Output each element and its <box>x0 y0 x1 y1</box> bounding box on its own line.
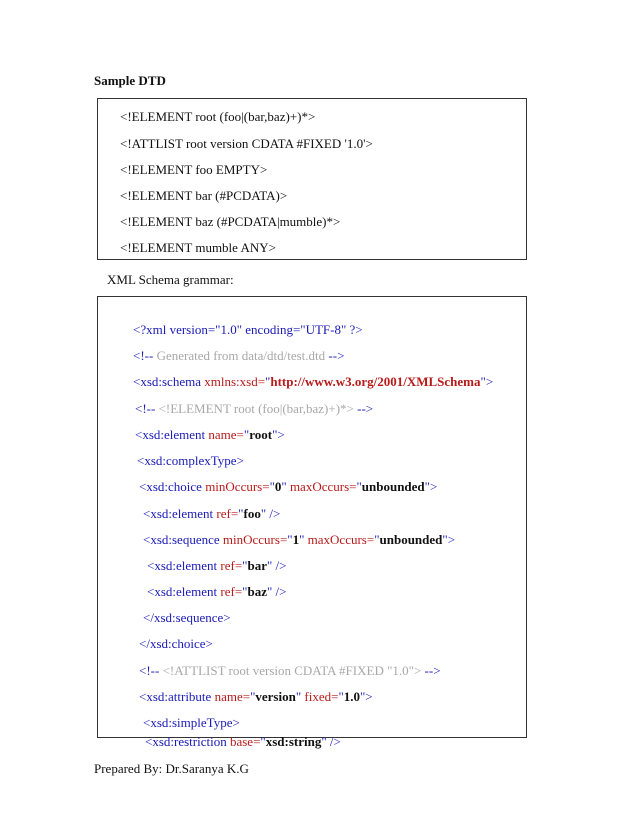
attr-value: baz <box>247 584 267 599</box>
tag-name: <xsd:simpleType> <box>143 715 240 730</box>
attr-name: base= <box>229 734 261 749</box>
schema-line-element-baz: <xsd:element ref="baz" /> <box>147 584 287 599</box>
attr-value: unbounded <box>361 479 425 494</box>
comment-text: <!ELEMENT root (foo|(bar,baz)+)*> <box>155 401 358 416</box>
attr-name: name= <box>214 689 251 704</box>
attr-name: ref= <box>216 506 239 521</box>
schema-line-sequence: <xsd:sequence minOccurs="1" maxOccurs="unbounded"> <box>143 532 456 547</box>
comment-text: <!ATTLIST root version CDATA #FIXED "1.0"> <box>159 663 425 678</box>
dtd-code-box <box>97 98 527 260</box>
tag-end: "> <box>480 374 494 389</box>
attr-value: root <box>249 427 273 442</box>
xml-declaration: <?xml version="1.0" encoding="UTF-8" ?> <box>133 322 363 337</box>
comment-open: <!-- <box>139 663 160 678</box>
schema-line-element-root: <xsd:element name="root"> <box>135 427 285 442</box>
comment-open: <!-- <box>133 348 154 363</box>
tag-name: <xsd:element <box>147 584 221 599</box>
dtd-line: <!ELEMENT foo EMPTY> <box>120 162 268 177</box>
attr-value: http://www.w3.org/2001/XMLSchema <box>270 374 481 389</box>
schema-line-element-bar: <xsd:element ref="bar" /> <box>147 558 287 573</box>
attr-name: maxOccurs= <box>304 532 375 547</box>
attr-value: xsd:string <box>265 734 322 749</box>
dtd-line: <!ELEMENT baz (#PCDATA|mumble)*> <box>120 214 341 229</box>
tag-name: <xsd:choice <box>139 479 206 494</box>
attr-name: maxOccurs= <box>286 479 357 494</box>
tag-name: <xsd:element <box>147 558 221 573</box>
page-heading: Sample DTD <box>94 73 166 88</box>
comment-close: --> <box>328 348 345 363</box>
attr-value: 0 <box>274 479 282 494</box>
schema-heading: XML Schema grammar: <box>107 272 234 287</box>
tag-name: <xsd:element <box>143 506 217 521</box>
attr-name: name= <box>208 427 244 442</box>
attr-name: minOccurs= <box>205 479 270 494</box>
comment-text: Generated from data/dtd/test.dtd <box>153 348 329 363</box>
dtd-line: <!ELEMENT root (foo|(bar,baz)+)*> <box>120 109 316 124</box>
schema-line-element-foo: <xsd:element ref="foo" /> <box>143 506 281 521</box>
footer-author: Prepared By: Dr.Saranya K.G <box>94 761 249 776</box>
dtd-line: <!ELEMENT mumble ANY> <box>120 240 276 255</box>
attr-name: fixed= <box>301 689 339 704</box>
attr-name: minOccurs= <box>222 532 288 547</box>
tag-name: <xsd:element <box>135 427 209 442</box>
schema-line-choice: <xsd:choice minOccurs="0" maxOccurs="unbounded"> <box>139 479 438 494</box>
attr-value: foo <box>243 506 261 521</box>
attr-value: version <box>255 689 296 704</box>
comment-close: --> <box>424 663 441 678</box>
tag-name: <xsd:schema <box>133 374 205 389</box>
comment-open: <!-- <box>135 401 156 416</box>
tag-name: </xsd:choice> <box>139 636 213 651</box>
tag-name: <xsd:complexType> <box>137 453 244 468</box>
attr-name: ref= <box>220 558 243 573</box>
schema-line-restriction: <xsd:restriction base="xsd:string" /> <box>145 734 341 749</box>
attr-value: 1.0 <box>343 689 360 704</box>
comment-close: --> <box>357 401 374 416</box>
tag-name: <xsd:attribute <box>139 689 215 704</box>
attr-value: unbounded <box>379 532 443 547</box>
tag-name: </xsd:sequence> <box>143 610 231 625</box>
attr-name: ref= <box>220 584 243 599</box>
tag-name: <xsd:restriction <box>145 734 230 749</box>
schema-line-attribute: <xsd:attribute name="version" fixed="1.0"> <box>139 689 373 704</box>
attr-value: bar <box>247 558 267 573</box>
dtd-line: <!ATTLIST root version CDATA #FIXED '1.0'> <box>120 136 373 151</box>
schema-code-box <box>97 296 527 749</box>
attr-value: 1 <box>292 532 300 547</box>
quote: " <box>265 374 271 389</box>
dtd-line: <!ELEMENT bar (#PCDATA)> <box>120 188 288 203</box>
attr-name: xmlns:xsd= <box>204 374 266 389</box>
tag-name: <xsd:sequence <box>143 532 223 547</box>
